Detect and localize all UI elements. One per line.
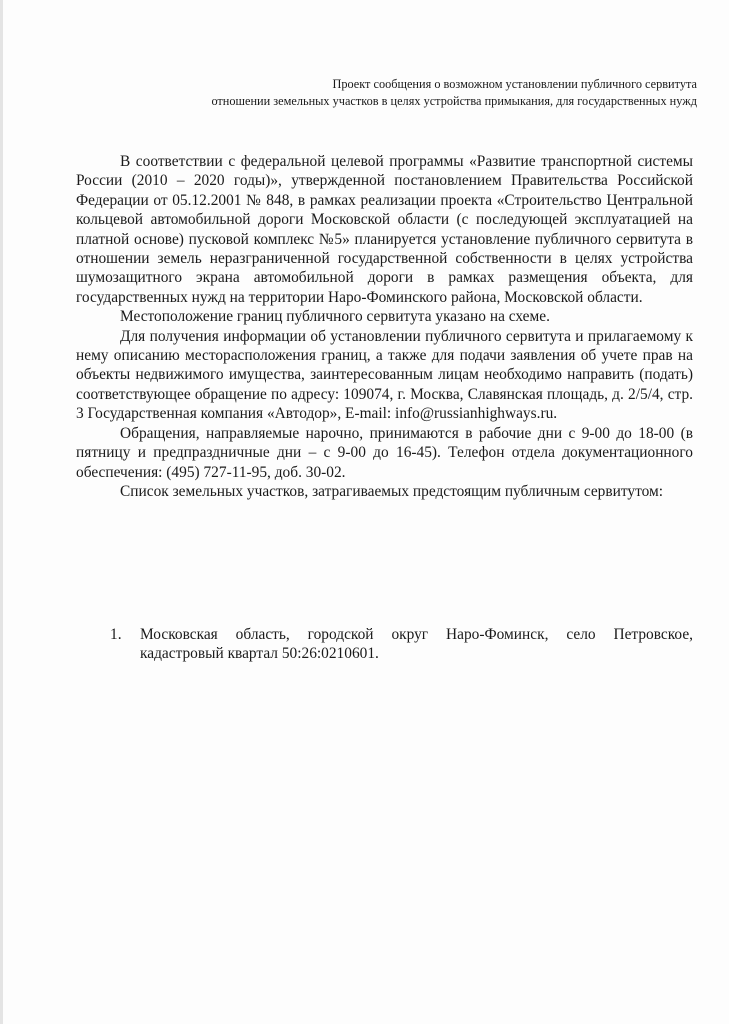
scan-edge	[0, 0, 3, 1024]
paragraph-program: В соответствии с федеральной целевой программы «Развитие транспортной системы России (2010 – 2020 годы)», утвержденной постановлением Правительства Российской Федерации от 05.12.2001 № 848, в рамках реализации проекта «Строительство Центральной кольцевой автомобильной дороги Московской области (с последующей эксплуатацией на платной основе) пусковой комплекс №5» планируется установление публичного сервитута в отношении земель неразграниченной государственной собственности в целях устройства шумозащитного экрана автомобильной дороги в рамках размещения объекта, для государственных нужд на территории Наро-Фоминского района, Московской области.	[76, 153, 693, 306]
paragraph-hours: Обращения, направляемые нарочно, принимаются в рабочие дни с 9-00 до 18-00 (в пятницу и предпраздничные дни – с 9-00 до 16-45). Телефон отдела документационного обеспечения: (495) 727-11-95, доб. 30-02.	[76, 424, 693, 481]
header-line-2: отношении земельных участков в целях устройства примыкания, для государственных нужд	[211, 94, 697, 108]
list-item-number: 1.	[110, 626, 122, 643]
document-body	[76, 152, 693, 501]
paragraph-list-intro: Список земельных участков, затрагиваемых предстоящим публичным сервитутом:	[120, 482, 664, 500]
paragraph-location: Местоположение границ публичного сервитута указано на схеме.	[120, 308, 550, 326]
list-item-text: Московская область, городской округ Наро-Фоминск, село Петровское, кадастровый квартал 50:26:0210601.	[140, 626, 693, 663]
header-line-1: Проект сообщения о возможном установлении публичного сервитута	[332, 77, 697, 91]
list-item	[110, 625, 693, 664]
land-plots-list	[110, 625, 693, 664]
document-header	[137, 76, 697, 110]
paragraph-contacts: Для получения информации об установлении публичного сервитута и прилагаемому к нему описанию месторасположения границ, а также для подачи заявления об учете прав на объекты недвижимого имущества, заинтересованным лицам необходимо направить (подать) соответствующее обращение по адресу: 109074, г. Москва, Славянская площадь, д. 2/5/4, стр. 3 Государственная компания «Автодор», E-mail: info@russianhighways.ru.	[76, 327, 693, 423]
